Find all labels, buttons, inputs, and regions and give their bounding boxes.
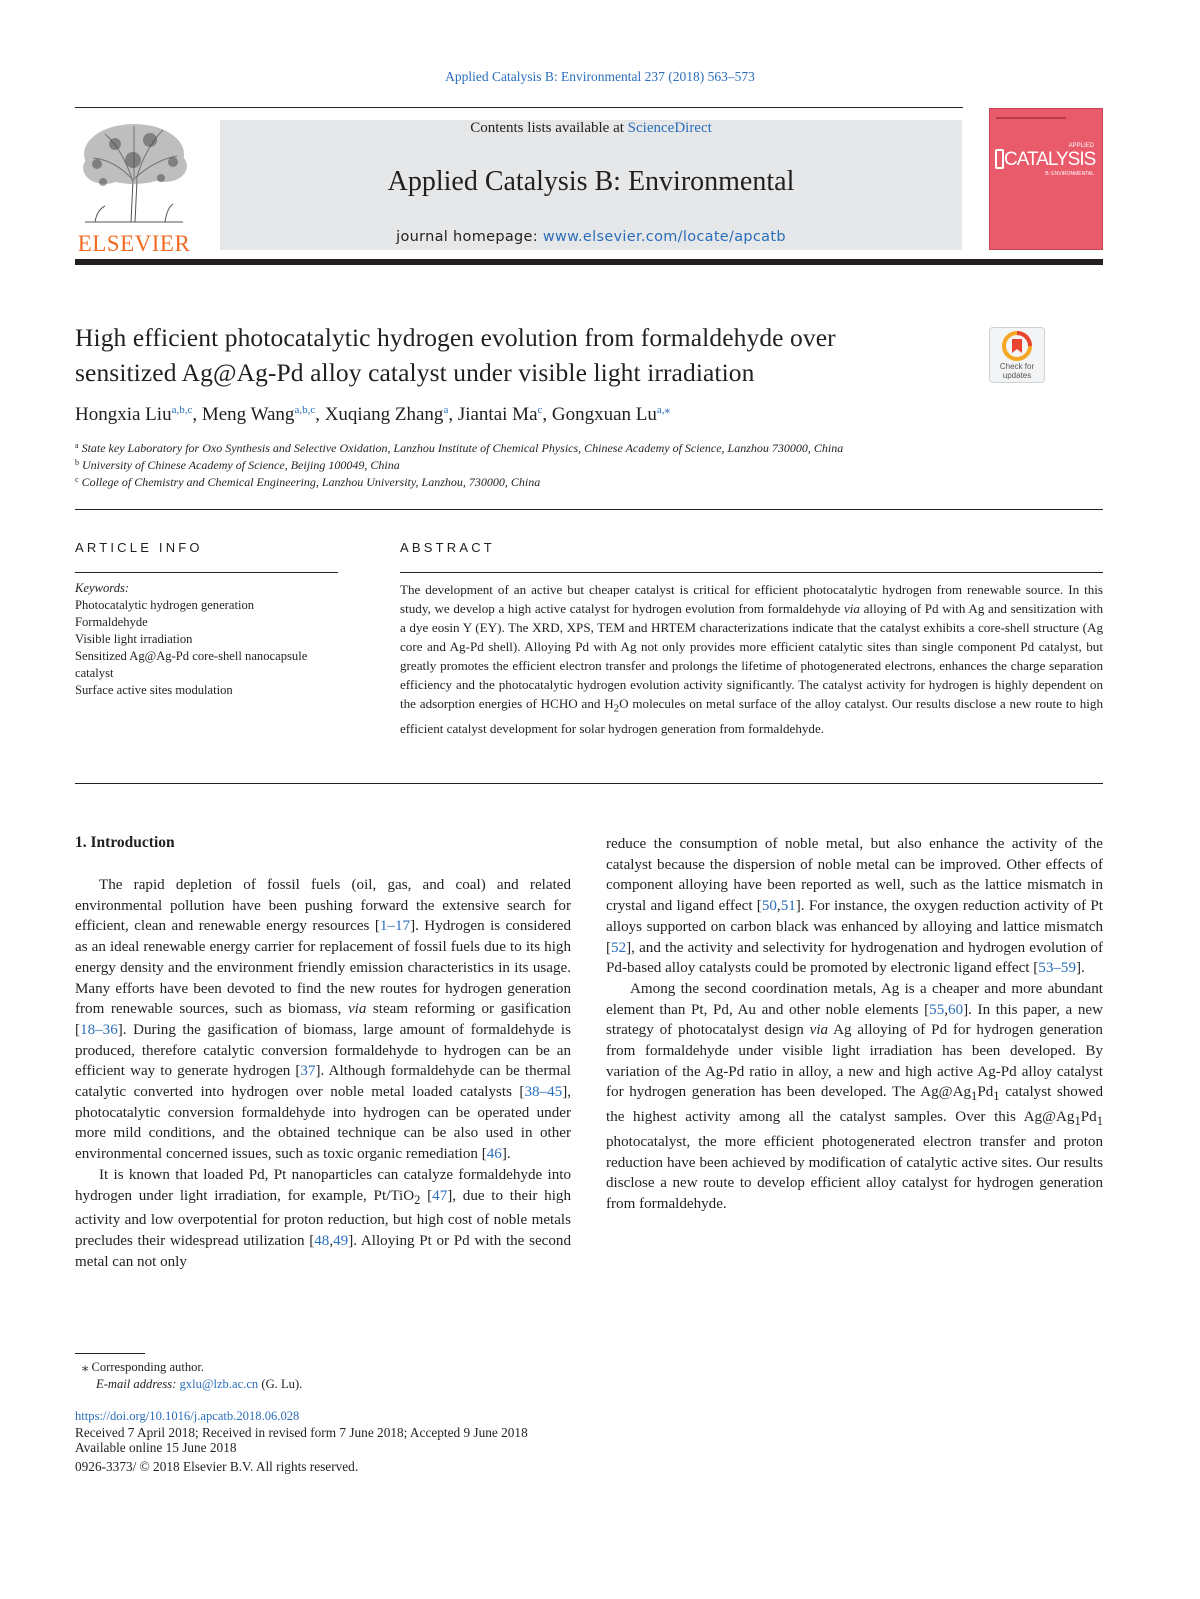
email-note (96, 1377, 302, 1392)
citation-link[interactable]: 52 (611, 939, 627, 956)
keyword-item: Sensitized Ag@Ag-Pd core-shell nanocapsule (75, 649, 308, 663)
article-title-line-2: sensitized Ag@Ag-Pd alloy catalyst under visible light irradiation (75, 358, 755, 387)
author-affiliation-marks[interactable]: a,b,c (294, 404, 316, 416)
author-affiliation-marks[interactable]: a (443, 404, 449, 416)
check-updates-line-2: updates (1002, 371, 1032, 380)
affiliation-b (75, 458, 1075, 473)
author-separator: , (542, 404, 552, 425)
author-name[interactable]: Gongxuan Lu (551, 404, 657, 425)
check-updates-icon (1002, 331, 1032, 361)
abstract-italic: via (843, 601, 860, 616)
keyword-item: Formaldehyde (75, 615, 148, 629)
affiliation-a (75, 441, 1075, 456)
contents-line (220, 120, 962, 137)
footnote-rule (75, 1353, 145, 1354)
citation-link[interactable]: 60 (948, 1001, 964, 1018)
keywords-label: Keywords: (75, 581, 130, 595)
affiliation-mark: a (75, 441, 79, 450)
abstract-subscript: 2 (613, 702, 620, 715)
article-info-rule (75, 572, 338, 573)
author-name[interactable]: Xuqiang Zhang (324, 404, 444, 425)
received-dates: Received 7 April 2018; Received in revised form 7 June 2018; Accepted 9 June 2018 (75, 1425, 528, 1440)
footnote-text: Corresponding author. (88, 1360, 205, 1374)
citation-link[interactable]: 37 (300, 1063, 316, 1080)
affiliation-rule (75, 509, 1103, 510)
citation-link[interactable]: 55 (929, 1001, 945, 1018)
citation-link[interactable]: 18–36 (80, 1021, 118, 1038)
cover-subtitle: B: ENVIRONMENTAL (1045, 171, 1094, 177)
abstract-bottom-rule (75, 783, 1103, 784)
intro-paragraph-1: The rapid depletion of fossil fuels (oil, gas, and coal) and related environmental pollution have been pushing forward the extensive search for efficient, clean and renewable energy resources [1–17]. Hydrogen is considered as an ideal renewable energy carrier for replacement of fossil fuels due to its high energy density and the environment friendly emission characteristics in its usage. Many efforts have been devoted to find the new routes for hydrogen generation from renewable sources, such as biomass, via steam reforming or gasification [18–36]. During the gasification of biomass, large amount of formaldehyde is produced, therefore catalytic conversion formaldehyde to hydrogen can be an efficient way to generate hydrogen [37]. Although formaldehyde can be thermal catalytic converted into hydrogen over noble metal loaded catalysts [38–45], photocatalytic conversion formaldehyde into hydrogen can be operated under more mild conditions, and the obtained technique can be also used in other environmental concerned issues, such as toxic organic remediation [46]. (75, 877, 571, 1163)
article-title (75, 320, 975, 390)
abstract-text (400, 580, 1103, 738)
available-online: Available online 15 June 2018 (75, 1440, 237, 1455)
author-affiliation-marks[interactable]: a,⁎ (656, 404, 671, 416)
affiliation-text: State key Laboratory for Oxo Synthesis and Selective Oxidation, Lanzhou Institute of Chemical Physics, Chinese Academy of Science, Lanzhou 730000, China (81, 441, 844, 455)
email-label: E-mail address: (96, 1377, 180, 1391)
citation-link[interactable]: 1–17 (379, 918, 411, 935)
intro-paragraph-3: reduce the consumption of noble metal, but also enhance the activity of the catalyst because the dispersion of noble metal can be improved. Other effects of component alloying have been reported as well, such as the lattice mismatch in crystal and ligand effect [50,51]. For instance, the oxygen reduction activity of Pt alloys supported on carbon black was enhanced by alloying and lattice mismatch [52], and the activity and selectivity for hydrogenation and hydrogen evolution of Pd-based alloy catalysts could be promoted by electronic ligand effect [53–59]. (606, 836, 1103, 977)
citation-link[interactable]: 47 (432, 1187, 448, 1204)
header-rule (75, 107, 963, 108)
author-name[interactable]: Jiantai Ma (457, 404, 538, 425)
doi-link[interactable]: https://doi.org/10.1016/j.apcatb.2018.06.028 (75, 1409, 300, 1423)
abstract-part: alloying of Pd with Ag and sensitization with a dye eosin Y (EY). The XRD, XPS, TEM and HRTEM characterizations indicate that the catalyst exhibits a core-shell structure (Ag core and Ag-Pd shell). Alloying Pd with Ag not only provides more efficient catalytic sites than single component Pd catalyst, but greatly promotes the efficient electron transfer and prolongs the lifetime of photogenerated electrons, enhances the charge separation efficiency and the photocatalytic hydrogen evolution activity significantly. The catalyst activity for hydrogen is highly dependent on the adsorption energies of HCHO and H (400, 601, 1103, 711)
journal-cover-image[interactable] (989, 108, 1103, 250)
affiliation-mark: b (75, 458, 79, 467)
keywords-block (75, 580, 345, 699)
citation-link[interactable]: 51 (780, 898, 796, 915)
running-header[interactable]: Applied Catalysis B: Environmental 237 (2018) 563–573 (445, 69, 755, 84)
intro-paragraph-2: It is known that loaded Pd, Pt nanoparticles can catalyze formaldehyde into hydrogen under light irradiation, for example, Pt/TiO$_2$ [47], due to their high activity and low overpotential for proton reduction, but high cost of noble metals precludes their widespread utilization [48,49]. Alloying Pt or Pd with the second metal can not only (75, 1166, 571, 1270)
affiliation-text: University of Chinese Academy of Science, Beijing 100049, China (82, 458, 400, 472)
abstract-rule (400, 572, 1103, 573)
cover-title: CATALYSIS (1004, 149, 1096, 170)
citation-link[interactable]: 46 (486, 1146, 502, 1163)
body-right-column (606, 834, 1103, 1215)
section-heading-introduction: 1. Introduction (75, 834, 175, 851)
corresponding-author-note (82, 1359, 204, 1375)
abstract-heading: ABSTRACT (400, 540, 495, 555)
cover-topline (996, 117, 1066, 119)
journal-title: Applied Catalysis B: Environmental (387, 166, 795, 197)
publisher-name: ELSEVIER (77, 231, 191, 256)
article-title-line-1: High efficient photocatalytic hydrogen evolution from formaldehyde over (75, 323, 836, 352)
citation-link[interactable]: 50 (761, 898, 777, 915)
keyword-item: Photocatalytic hydrogen generation (75, 598, 255, 612)
abstract-part: The development of an active but cheaper catalyst is critical for efficient photocatalytic hydrogen from renewable source. In this study, we develop a high active catalyst for hydrogen evolution from formaldehyde (400, 582, 1103, 616)
author-separator: , (315, 404, 325, 425)
keyword-item: Visible light irradiation (75, 632, 193, 646)
email-suffix: (G. Lu). (258, 1377, 303, 1391)
contents-prefix: Contents lists available at (470, 120, 628, 136)
journal-homepage (220, 229, 962, 245)
body-left-column (75, 875, 571, 1272)
affiliation-c (75, 475, 1075, 490)
abstract-part: O molecules on metal surface of the alloy catalyst. Our results disclose a new route to high efficient catalyst development for solar hydrogen generation from formaldehyde. (400, 696, 1104, 736)
check-for-updates-button[interactable] (989, 327, 1045, 383)
doi-link-wrap (75, 1409, 299, 1424)
elsevier-logo[interactable] (75, 120, 193, 256)
author-name[interactable]: Hongxia Liu (75, 404, 172, 425)
sciencedirect-link[interactable]: ScienceDirect (627, 120, 712, 136)
citation-link[interactable]: 48 (314, 1232, 330, 1249)
author-affiliation-marks[interactable]: c (537, 404, 543, 416)
author-affiliation-marks[interactable]: a,b,c (171, 404, 193, 416)
cover-flask-icon (995, 149, 1004, 169)
keyword-item: Surface active sites modulation (75, 683, 233, 697)
affiliation-mark: c (75, 475, 79, 484)
citation-link[interactable]: 49 (333, 1232, 349, 1249)
keyword-item: catalyst (75, 666, 114, 680)
homepage-link[interactable]: www.elsevier.com/locate/apcatb (542, 229, 786, 245)
article-info-heading: ARTICLE INFO (75, 540, 203, 555)
author-name[interactable]: Meng Wang (201, 404, 295, 425)
banner-thick-rule (75, 259, 1103, 265)
author-separator: , (448, 404, 458, 425)
copyright: 0926-3373/ © 2018 Elsevier B.V. All rights reserved. (75, 1459, 359, 1474)
citation-link[interactable]: 53–59 (1038, 960, 1076, 977)
homepage-prefix: journal homepage: (396, 229, 543, 245)
affiliation-text: College of Chemistry and Chemical Engineering, Lanzhou University, Lanzhou, 730000, China (81, 475, 541, 489)
citation-link[interactable]: 38–45 (524, 1084, 563, 1101)
check-updates-line-1: Check for (999, 362, 1035, 371)
author-list (75, 403, 1075, 426)
cover-top-label: APPLIED (1068, 143, 1094, 149)
footnote-star: ⁎ (82, 1360, 89, 1374)
author-separator: , (192, 404, 202, 425)
intro-paragraph-4: Among the second coordination metals, Ag is a cheaper and more abundant element than Pt, Pd, Au and other noble elements [55,60]. In this paper, a new strategy of photocatalyst design via Ag alloying of Pd for hydrogen generation from formaldehyde under visible light irradiation has been developed. By variation of the Ag-Pd ratio in alloy, a new and high active Ag-Pd alloy catalyst for hydrogen generation has been developed. The $Ag@Ag_1Pd_1$ catalyst showed the highest activity among all the catalyst samples. Over this $Ag@Ag_1Pd_1$ photocatalyst, the more efficient photogenerated electron transfer and proton reduction have been achieved by modification of catalytic active sites. Our results disclose a new route to develop efficient alloy catalyst for hydrogen generation from formaldehyde. (606, 980, 1103, 1212)
elsevier-tree-icon (75, 120, 193, 224)
email-link[interactable]: gxlu@lzb.ac.cn (179, 1377, 259, 1391)
